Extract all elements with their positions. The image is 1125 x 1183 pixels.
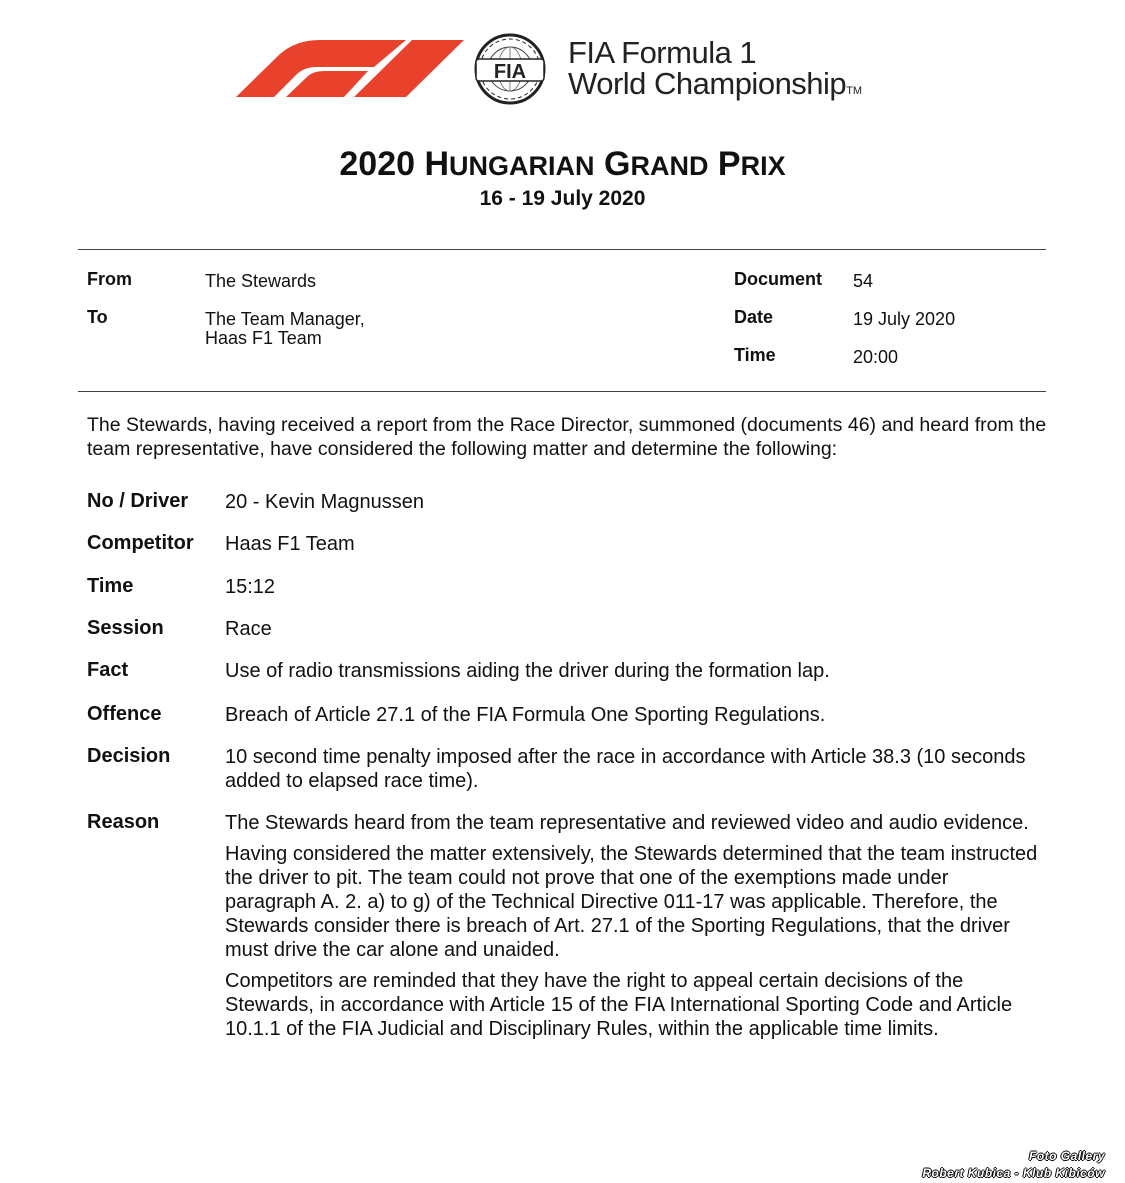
row-paragraph: The Stewards heard from the team representative and reviewed video and audio evidence.: [225, 812, 1029, 834]
row-value-offence: [225, 703, 1045, 734]
row-label-time: Time: [87, 575, 134, 597]
row-label-decision: Decision: [87, 745, 171, 767]
to-value-line1: The Team Manager,: [205, 309, 365, 329]
f1-logo-icon: [236, 37, 464, 97]
row-value-competitor: [225, 532, 1045, 563]
from-label: From: [87, 269, 132, 289]
time-label: Time: [734, 345, 776, 365]
event-title-word: GRAND: [604, 145, 709, 183]
row-paragraph: Breach of Article 27.1 of the FIA Formula One Sporting Regulations.: [225, 704, 826, 726]
event-title-year: 2020: [339, 145, 416, 183]
row-label-competitor: Competitor: [87, 532, 194, 554]
row-value-decision: [225, 745, 1045, 800]
event-title-words: [424, 145, 785, 183]
championship-wordmark: [568, 37, 862, 107]
row-value-reason: [225, 811, 1045, 1048]
event-title-word: PRIX: [717, 145, 786, 183]
row-paragraph: 10 second time penalty imposed after the race in accordance with Article 38.3 (10 seconds added to elapsed race time).: [225, 746, 1026, 792]
fia-badge-icon: [462, 33, 558, 105]
row-value-session: [225, 617, 1045, 648]
row-paragraph: Use of radio transmissions aiding the driver during the formation lap.: [225, 660, 830, 682]
row-paragraph: 20 - Kevin Magnussen: [225, 491, 425, 513]
watermark-line1: Foto Gallery: [1028, 1149, 1105, 1163]
row-paragraph: Competitors are reminded that they have the right to appeal certain decisions of the Stewards, in accordance with Article 15 of the FIA International Sporting Code and Article 10.1.1 of the FIA Judicial and Disciplinary Rules, within the applicable time limits.: [225, 970, 1013, 1040]
row-label-driver: No / Driver: [87, 490, 189, 512]
watermark: [922, 1148, 1105, 1182]
document-label: Document: [734, 269, 823, 289]
row-value-driver: [225, 490, 1045, 521]
row-label-session: Session: [87, 617, 164, 639]
row-paragraph: Haas F1 Team: [225, 533, 355, 555]
row-label-offence: Offence: [87, 703, 162, 725]
document-value: 54: [853, 271, 874, 291]
time-value: 20:00: [853, 347, 899, 367]
row-label-fact: Fact: [87, 659, 129, 681]
divider-bottom: [78, 391, 1046, 392]
from-value: The Stewards: [205, 271, 317, 291]
to-label: To: [87, 307, 108, 327]
intro-paragraph: The Stewards, having received a report from the Race Director, summoned (documents 46) and heard from the team representative, have considered the following matter and determine the following:: [87, 414, 1047, 460]
event-title-word: HUNGARIAN: [424, 145, 595, 183]
row-label-reason: Reason: [87, 811, 160, 833]
header-logo: [236, 33, 916, 105]
championship-line2: World Championship: [568, 66, 847, 101]
row-paragraph: 15:12: [225, 576, 276, 598]
event-dates: 16 - 19 July 2020: [479, 187, 646, 210]
event-title: [0, 145, 1125, 184]
trademark-mark: TM: [846, 85, 863, 97]
row-paragraph: Having considered the matter extensively, the Stewards determined that the team instructed the driver to pit. The team could not prove that one of the exemptions made under paragraph A. 2. a) to g) of the Technical Directive 011-17 was applicable. Therefore, the Stewards consider there is breach of Art. 27.1 of the Sporting Regulations, that the driver must drive the car alone and unaided.: [225, 843, 1038, 961]
row-paragraph: Race: [225, 618, 272, 640]
svg-text:FIA: FIA: [493, 61, 527, 83]
divider-top: [78, 249, 1046, 250]
date-label: Date: [734, 307, 774, 327]
to-value: [205, 310, 365, 348]
watermark-line2: Robert Kubica - Klub Kibiców: [922, 1166, 1105, 1180]
date-value: 19 July 2020: [853, 309, 956, 329]
row-value-time: [225, 575, 1045, 606]
row-value-fact: [225, 659, 1045, 690]
championship-line1: FIA Formula 1: [568, 35, 757, 70]
to-value-line2: Haas F1 Team: [205, 328, 322, 348]
